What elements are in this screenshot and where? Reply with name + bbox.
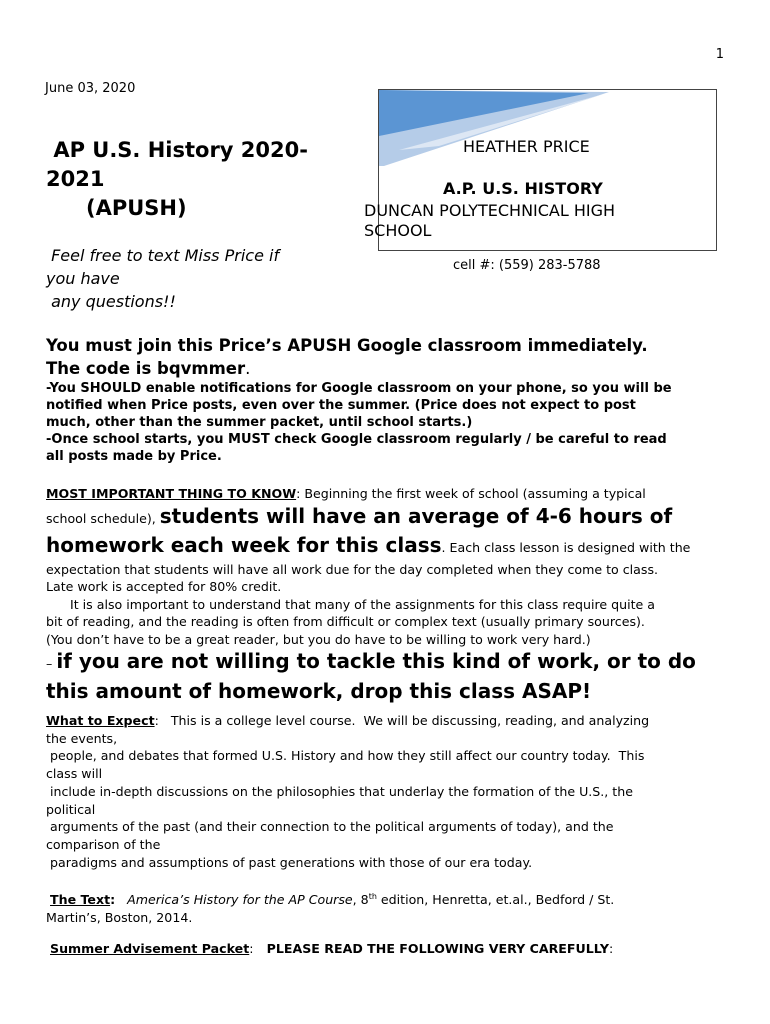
wte-line-7: arguments of the past (and their connection to the political arguments of today), and the <box>46 819 614 835</box>
most-important-section <box>46 485 726 708</box>
title-line-1: AP U.S. History 2020- <box>53 138 308 162</box>
summer-packet-section <box>50 941 613 956</box>
the-text-colon: : <box>110 892 116 908</box>
wte-line-2: the events, <box>46 730 118 746</box>
course-name: A.P. U.S. HISTORY <box>443 179 603 198</box>
join-classroom-notice <box>46 334 736 380</box>
sap-end-colon: : <box>608 941 614 956</box>
mi-line-2-big: students will have an average of 4-6 hours of <box>159 503 673 528</box>
wte-line-3: people, and debates that formed U.S. History and how they still affect our country today. This <box>46 748 645 764</box>
summer-packet-instruction: PLEASE READ THE FOLLOWING VERY CAREFULLY <box>253 941 609 956</box>
summer-packet-heading: Summer Advisement Packet <box>50 941 250 956</box>
school-line-2: SCHOOL <box>364 221 432 240</box>
join-line-1: You must join this Price’s APUSH Google classroom immediately. <box>46 336 648 355</box>
the-text-heading: The Text <box>50 892 111 908</box>
wte-line-4: class will <box>46 766 103 782</box>
letter-date: June 03, 2020 <box>45 81 136 96</box>
edition-prefix: , 8 <box>352 892 369 908</box>
wte-line-1: This is a college level course. We will be discussing, reading, and analyzing <box>158 713 650 728</box>
feel-free-line-2: you have <box>46 269 120 288</box>
sap-colon: : <box>249 941 254 956</box>
classroom-notes <box>46 380 736 465</box>
wte-line-5: include in-depth discussions on the philosophies that underlay the formation of the U.S., the <box>46 783 633 799</box>
join-period: . <box>245 359 251 378</box>
textbook-details: edition, Henretta, et.al., Bedford / St. <box>376 892 615 908</box>
note-1-line-3: much, other than the summer packet, until school starts.) <box>46 415 473 430</box>
join-code-label: The code is <box>46 359 158 378</box>
feel-free-line-3: any questions!! <box>51 292 176 311</box>
note-1-line-2: notified when Price posts, even over the summer. (Price does not expect to post <box>46 398 636 413</box>
mi-line-10-big: this amount of homework, drop this class ASAP! <box>46 679 592 703</box>
textbook-title: America’s History for the AP Course <box>127 892 353 908</box>
note-2-line-2: all posts made by Price. <box>46 449 222 464</box>
mi-line-3-small: . Each class lesson is designed with the <box>441 539 691 555</box>
wte-line-9: paradigms and assumptions of past generations with those of our era today. <box>46 854 533 870</box>
mi-dash: – <box>46 656 57 671</box>
textbook-publisher: Martin’s, Boston, 2014. <box>46 910 193 926</box>
blue-banner-graphic <box>379 90 619 170</box>
mi-line-9-big: if you are not willing to tackle this kind of work, or to do <box>56 649 696 673</box>
mi-line-3-big: homework each week for this class <box>46 532 442 557</box>
heading-colon: : <box>296 486 301 501</box>
mi-line-5: Late work is accepted for 80% credit. <box>46 579 282 594</box>
school-name <box>364 201 664 241</box>
the-text-section <box>46 888 726 927</box>
school-line-1: DUNCAN POLYTECHNICAL HIGH <box>364 201 616 220</box>
feel-free-line-1: Feel free to text Miss Price if <box>51 246 280 265</box>
mi-line-1: Beginning the first week of school (assuming a typical <box>300 486 646 501</box>
mi-line-8: (You don’t have to be a great reader, but you do have to be willing to work very hard.) <box>46 631 591 647</box>
note-2-line-1: -Once school starts, you MUST check Google classroom regularly / be careful to read <box>46 432 667 447</box>
mi-line-4: expectation that students will have all work due for the day completed when they come to class. <box>46 561 659 577</box>
title-line-3: (APUSH) <box>86 196 187 220</box>
wte-line-8: comparison of the <box>46 836 161 852</box>
wte-line-6: political <box>46 801 96 817</box>
what-to-expect-heading: What to Expect <box>46 713 155 728</box>
teacher-name: HEATHER PRICE <box>463 137 590 156</box>
wte-colon: : <box>154 713 159 728</box>
mi-line-6: It is also important to understand that many of the assignments for this class require quite a <box>46 596 656 612</box>
mi-line-7: bit of reading, and the reading is often from difficult or complex text (usually primary sources). <box>46 614 645 629</box>
note-1-line-1: -You SHOULD enable notifications for Google classroom on your phone, so you will be <box>46 381 672 396</box>
course-title <box>46 136 308 223</box>
mi-line-2-small: school schedule), <box>46 510 160 526</box>
edition-superscript: th <box>368 892 377 901</box>
title-line-2: 2021 <box>46 167 105 191</box>
what-to-expect-section <box>46 712 726 871</box>
class-code: bqvmmer <box>157 359 246 378</box>
most-important-heading: MOST IMPORTANT THING TO KNOW <box>46 486 297 501</box>
feel-free-note <box>46 244 279 313</box>
cell-number: cell #: (559) 283-5788 <box>453 258 601 273</box>
page-number: 1 <box>715 47 724 62</box>
